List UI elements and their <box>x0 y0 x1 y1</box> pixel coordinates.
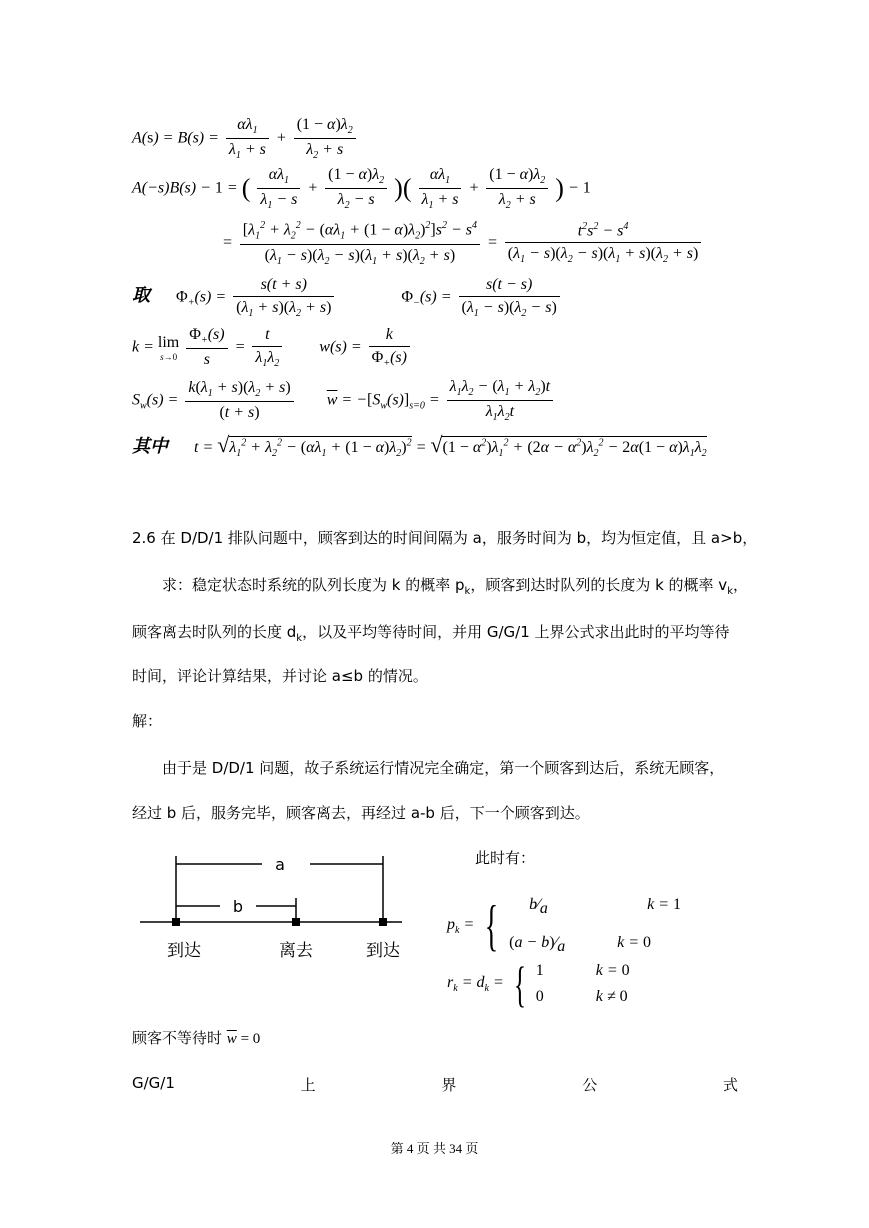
departure-label: 离去 <box>279 941 313 961</box>
gg1-word-4: 公 <box>582 1076 598 1094</box>
where-label: 其中 <box>132 436 168 457</box>
a-label: a <box>275 855 285 874</box>
gg1-word-1: G/G/1 <box>132 1074 175 1092</box>
take-label: 取 <box>132 285 150 307</box>
equation-Sw: $S_w(s)$ = $\frac{k(\lambda_1 + s)(\lambda_2 + s)}{(t + s)}$ $\overline{w} = -[S_w(s)]_{s=0}$ = $\frac{\lambda_1\lambda_2 - (\lambda_1 + \lambda_2)t}{\lambda_1\lambda_2t}$ <box>132 378 556 423</box>
gg1-word-3: 界 <box>441 1076 457 1094</box>
solution-para-1: 由于是 D/D/1 问题，故子系统运行情况完全确定，第一个顾客到达后，系统无顾客， <box>162 759 725 777</box>
gg1-word-2: 上 <box>300 1076 316 1094</box>
equation-phi: 取 $\Phi_+(s)$ = $\frac{s(t + s)}{(\lambda_1 + s)(\lambda_2 + s)}$ $\Phi_-(s)$ = $\frac{s(t - s)}{(\lambda_1 - s)(\lambda_2 - s)}$ <box>132 276 563 319</box>
problem-line-4: 时间，评论计算结果，并讨论 a≤b 的情况。 <box>132 667 428 685</box>
equation-expanded: = $\frac{[\lambda_1^2 + \lambda_2^2 - (\alpha\lambda_1 + (1 - \alpha)\lambda_2)^2]s^2 - s^4}{(\lambda_1 - s)(\lambda_2 - s)(\lambda_1 + s)(\lambda_2 + s)}$ = $\frac{t^2s^2 - s^4}{(\lambda_1 - s)(\lambda_2 - s)(\lambda_1 + s)(\lambda_2 + s)}$ <box>222 220 704 267</box>
arrival-1-marker <box>172 918 180 926</box>
gg1-line <box>132 1074 738 1095</box>
arrival-1-label: 到达 <box>167 941 201 961</box>
equation-k-w: k = lim s→0 $\frac{\Phi_+(s)}{s}$ = $\frac{t}{\lambda_1\lambda_2}$ w(s) = $\frac{k}{\Phi_+(s)}$ <box>132 326 413 369</box>
arrival-2-label: 到达 <box>366 941 400 961</box>
problem-line-1: 2.6 在 D/D/1 排队问题中，顾客到达的时间间隔为 a，服务时间为 b，均为恒定值，且 a>b， <box>132 529 758 547</box>
equation-A-B: A(s) = B(s) = $\frac{\alpha\lambda_1}{\lambda_1 + s}$ + $\frac{(1 - \alpha)\lambda_2}{\lambda_2 + s}$ <box>132 116 359 161</box>
equation-pk: $p_k$ = { b⁄a k = 1 (a − b)⁄a k = 0 <box>447 895 682 958</box>
at-this-time-label: 此时有： <box>475 849 536 867</box>
solution-para-2: 经过 b 后，服务完毕，顾客离去，再经过 a-b 后，下一个顾客到达。 <box>132 804 590 822</box>
gg1-word-5: 式 <box>722 1076 738 1094</box>
equation-A-minus-s: A(−s)B(s) − 1 = ( $\frac{\alpha\lambda_1}{\lambda_1 - s}$ + $\frac{(1 - \alpha)\lambda_2}{\lambda_2 - s}$ )( $\frac{\alpha\lambda_1}{\lambda_1 + s}$ + $\frac{(1 - \alpha)\lambda_2}{\lambda_2 + s}$ ) − 1 <box>132 166 591 212</box>
equation-rk-dk: $r_k = d_k$ = { 1 k = 0 0 k ≠ 0 <box>447 956 630 1012</box>
equation-t: 其中 $t = √\lambda_1^2 + \lambda_2^2 - (\alpha\lambda_1 + (1 - \alpha)\lambda_2)^2 = √(1 - \alpha^2)\lambda_1^2 + (2\alpha - \alpha^2)\lambda_2^2 - 2\alpha(1 - \alpha)\lambda_1\lambda_2$ <box>132 432 707 460</box>
solution-label: 解： <box>132 712 163 730</box>
departure-marker <box>292 918 300 926</box>
page-footer: 第 4 页 共 34 页 <box>390 1141 479 1156</box>
no-wait-line: 顾客不等待时 $\overline{w} = 0$ <box>132 1029 261 1047</box>
arrival-2-marker <box>379 918 387 926</box>
b-label: b <box>232 897 244 916</box>
problem-line-2: 求：稳定状态时系统的队列长度为 k 的概率 $p_k$，顾客到达时队列的长度为 k 的概率 $v_k$， <box>162 576 748 597</box>
problem-line-3: 顾客离去时队列的长度 $d_k$，以及平均等待时间，并用 G/G/1 上界公式求出此时的平均等待 <box>132 623 730 644</box>
timeline-figure <box>140 848 410 968</box>
